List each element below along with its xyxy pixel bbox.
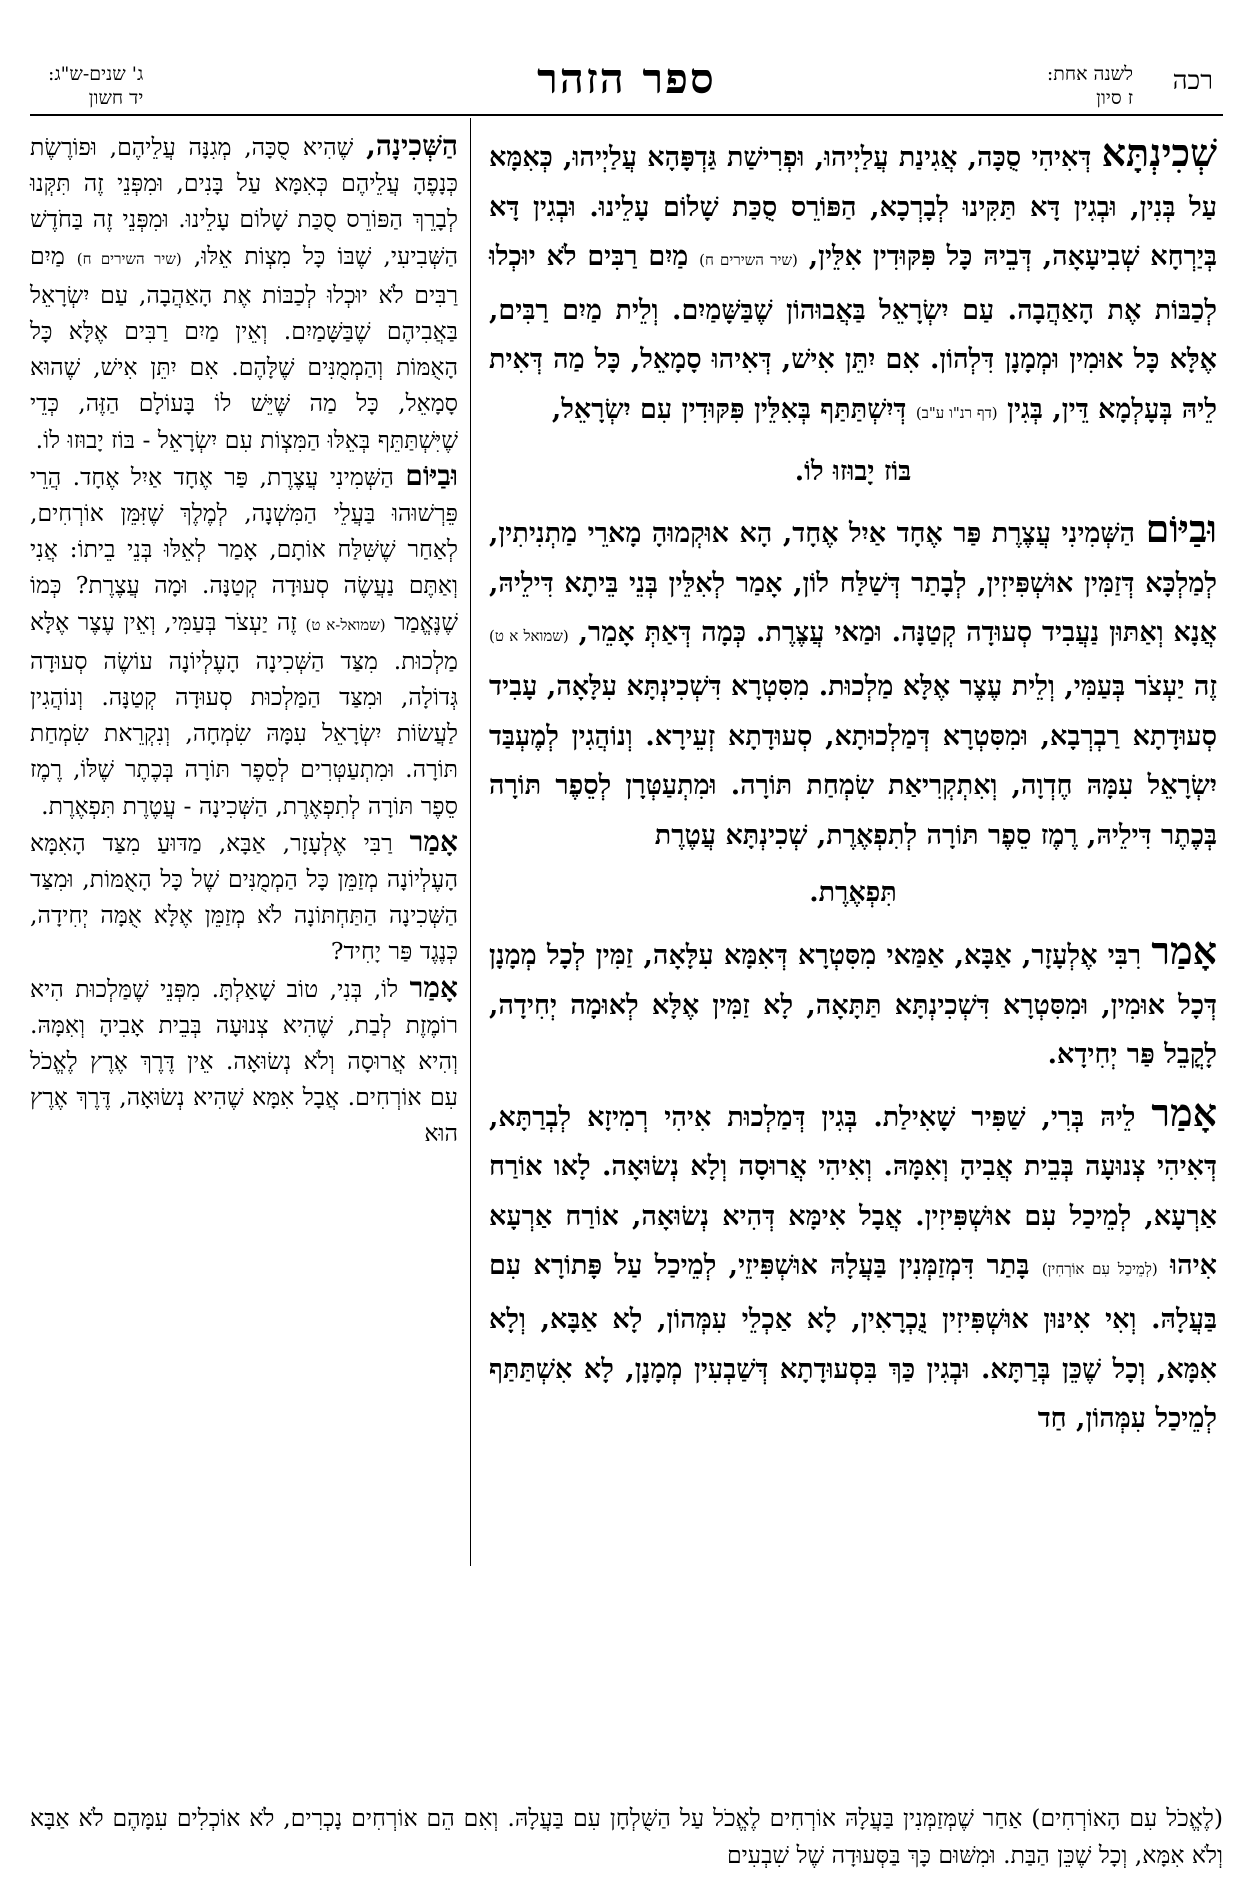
schedule-date: ז סיון [1096,87,1133,109]
opening-word: אָמַר [1151,1089,1217,1135]
paragraph [30,824,458,970]
source-reference: (שיר השירים ח) [76,249,182,268]
source-reference: (שיר השירים ח) [699,251,798,270]
page-number: רכה [1172,66,1213,96]
translation-continuation: (לֶאֱכֹל עִם הָאוֹרְחִים) אַחַר שֶׁמְּזַמְּנִין בַּעֲלָהּ אוֹרְחִים לֶאֱכֹל עַל הַשֻּׁלְחָן עִם בַּעֲלָהּ. וְאִם הֵם אוֹרְחִים נָכְרִים, לֹא אוֹכְלִים עִמָּהֶם לֹא אַבָּא וְלֹא אִמָּא, וְכָל שֶׁכֵּן הַבַּת. וּמִשּׁוּם כָּךְ בַּסְּעוּדָה שֶׁל שִׁבְעִים [30,1804,1223,1869]
translation-column [30,128,458,1152]
schedule-label: ג' שנים-ש"ג: [48,63,144,85]
source-reference: (שמואל א ט) [489,627,569,646]
column-divider [470,118,471,1566]
book-title: ספר הזהר [537,54,716,103]
paragraph-text: בָּתַר דִּמְזַמְּנִין בַּעֲלָהּ אוּשְׁפִּיזֵי, לְמֵיכַל עַל פָּתוֹרָא עִם בַּעֲלָהּ. וְאִי אִינּוּן אוּשְׁפִּיזִין נֻכְרָאִין, לָא אַכְלֵי עִמְּהוֹן, לָא אַבָּא, וְלָא אִמָּא, וְכָל שֶׁכֵּן בְּרַתָּא. וּבְגִין כַּךְ בִּסְעוּדָתָא דְּשַׁבְעִין מְמָנָן, לָא אִשְׁתַּתַּף לְמֵיכַל עִמְּהוֹן, חַד [489,1250,1217,1435]
paragraph [489,926,1217,1080]
paragraph [489,1088,1217,1444]
opening-word: הַשְּׁכִינָה, [366,129,458,162]
study-schedule-three-years [48,62,143,122]
paragraph [30,128,458,458]
paragraph-text: דְּאִיהִי סֻכָּה, אֲגִינַת עֲלַיְיהוּ, וּפְרִישַׁת גַּדְפָּהָא עֲלַיְיהוּ, כְּאִמָּא עַל בְּנִין, וּבְגִין דָּא תַּקִּינוּ לְבָרְכָא, הַפּוֹרֵס סֻכַּת שָׁלוֹם עָלֵינוּ. וּבְגִין דָּא בְּיַרְחָא שְׁבִיעָאָה, דְּבֵיהּ כָּל פִּקּוּדִין אִלֵּין, [489,142,1217,273]
source-reference: (לְמֵיכַל עִם אוֹרְחִין) [1041,1260,1158,1279]
paragraph-text: הַשְּׁמִינִי עֲצֶרֶת פַּר אֶחָד אַיִל אֶחָד, הָא אוּקְמוּהָ מָארֵי מַתְנִיתִין, לְמַלְכָּא דְּזַמִּין אוּשְׁפִּיזִין, לְבָתַר דְּשַׁלַּח לוֹן, אָמַר לְאִלֵּין בְּנֵי בֵּיתָא דִּילֵיהּ, אֲנָא וְאַתּוּן נַעֲבִיד סְעוּדָה קְטַנָּה. וּמַאי עֲצֶרֶת. כְּמָה דְּאַתְּ אָמֵר, [489,518,1217,649]
schedule-label: לשנה אחת: [1046,63,1133,85]
paragraph-text: רִבִּי אֶלְעָזָר, אַבָּא, אַמַּאי מִסִּטְרָא דְּאִמָּא עִלָּאָה, זַמִּין לְכָל מְמָנָן דְּכָל אוּמִין, וּמִסִּטְרָא דִּשְׁכִינְתָּא תַּתָּאָה, לָא זַמִּין אֶלָּא לְאוּמָה יְחִידָה, לָקֳבֵל פַּר יְחִידָא. [489,939,1217,1071]
paragraph [489,504,1217,860]
paragraph-end: בּוֹז יָבוּזוּ לוֹ. [794,455,912,487]
paragraph [489,128,1217,439]
opening-word: אָמַר [1151,927,1218,973]
paragraph-text: לֵיהּ בְּרִי, שַׁפִּיר שָׁאִילַת. בְּגִין דְּמַלְכוּת אִיהִי רְמִיזָא לְבְרַתָּא, דְּאִיהִי צְנוּעָה בְּבֵית אֲבִיהָ וְאִמָּהּ. וְאִיהִי אֲרוּסָה וְלָא נְשׂוּאָה. לָאו אוֹרַח אַרְעָא, לְמֵיכַל עִם אוּשְׁפִּיזִין. אֲבָל אִימָּא דְּהִיא נְשׂוּאָה, אוֹרַח אַרְעָא אִיהוּ [489,1101,1218,1282]
paragraph-text: מַיִם רַבִּים לֹא יוּכְלוּ לְכַבּוֹת אֶת הָאַהֲבָה. עַם יִשְׂרָאֵל בַּאֲבוּהוֹן שֶׁבַּשָּׁמַיִם. וְלֵית מַיִם רַבִּים, אֶלָּא כָּל אוּמִין וּמְמָנָן דִּלְהוֹן. אִם יִתֵּן אִישׁ, דְּאִיהוּ סָמָאֵל, כָּל מַה דְּאִית לֵיהּ בְּעָלְמָא דֵּין, בְּגִין [489,241,1217,425]
paragraph-text: שֶׁהִיא סֻכָּה, מְגִנָּה עֲלֵיהֶם, וּפוֹרֶשֶׂת כְּנָפֶהָ עֲלֵיהֶם כְּאִמָּא עַל בָּנִים, וּמִפְּנֵי זֶה תִּקְּנוּ לְבָרֵךְ הַפּוֹרֵס סֻכַּת שָׁלוֹם עָלֵינוּ. וּמִפְּנֵי זֶה בַּחֹדֶשׁ הַשְּׁבִיעִי, שֶׁבּוֹ כָּל מִצְוֹת אֵלּוּ, [30,133,458,270]
opening-word: וּבַיּוֹם [1145,506,1217,552]
paragraph-text: זֶה יַעְצֹר בְּעַמִּי, וְאֵין עֶצֶר אֶלָּא מַלְכוּת. מִצַּד הַשְּׁכִינָה הָעֶלְיוֹנָה עוֹשֶׂה סְעוּדָה גְּדוֹלָה, וּמִצַּד הַמַּלְכוּת סְעוּדָה קְטַנָּה. וְנוֹהֲגִין לַעֲשׂוֹת יִשְׂרָאֵל עִמָּהּ שִׂמְחָה, וְנִקְרֵאת שִׂמְחַת תּוֹרָה. וּמִתְעַטְּרִים לְסֵפֶר תּוֹרָה בְּכֶתֶר שֶׁלּוֹ, רֶמֶז סֵפֶר תּוֹרָה לְתִפְאֶרֶת, הַשְּׁכִינָה - עֲטֶרֶת תִּפְאֶרֶת. [30,607,458,820]
paragraph-text: הַשְּׁמִינִי עֲצֶרֶת, פַּר אֶחָד אַיִל אֶחָד. הֲרֵי פֵּרְשׁוּהוּ בַּעֲלֵי הַמִּשְׁנָה, לְמֶלֶךְ שֶׁזִּמֵּן אוֹרְחִים, לְאַחַר שֶׁשִּׁלַּח אוֹתָם, אָמַר לְאֵלּוּ בְּנֵי בֵיתוֹ: אֲנִי וְאַתֶּם נַעֲשֶׂה סְעוּדָה קְטַנָּה. וּמָה עֲצֶרֶת? כְּמוֹ שֶׁנֶּאֱמַר [30,462,458,636]
opening-word: שְׁכִינְתָּא [1101,130,1218,175]
source-reference: (שמואל-א ט) [305,615,386,634]
paragraph-text: זֶה יַעְצֹר בְּעַמִּי, וְלֵית עֶצֶר אֶלָּא מַלְכוּת. מִסִּטְרָא דִּשְׁכִינְתָּא עִלָּאָה, עָבִיד סְעוּדָתָא רַבְרְבָא, וּמִסִּטְרָא דְּמַלְכוּתָא, סְעוּדָתָא זְעֵירָא. וְנוֹהֲגִין לְמֶעְבַּד יִשְׂרָאֵל עִמָּהּ חֶדְוָה, וְאִתְקְרִיאַת שִׂמְחַת תּוֹרָה. וּמִתְעַטְּרָן לְסֵפֶר תּוֹרָה בְּכֶתֶר דִּילֵיהּ, רֶמֶז סֵפֶר תּוֹרָה לְתִפְאֶרֶת, שְׁכִינְתָּא עֲטֶרֶת [489,670,1217,851]
opening-word: אָמַר [409,970,458,1004]
paragraph-text: מַיִם רַבִּים לֹא יוּכְלוּ לְכַבּוֹת אֶת הָאַהֲבָה, עַם יִשְׂרָאֵל בַּאֲבִיהֶם שֶׁבַּשָּׁמַיִם. וְאֵין מַיִם רַבִּים אֶלָּא כָּל הָאֻמּוֹת וְהַמְמֻנִּים שֶׁלָּהֶם. אִם יִתֵּן אִישׁ, שֶׁהוּא סָמָאֵל, כָּל מַה שֶּׁיֵּשׁ לוֹ בָּעוֹלָם הַזֶּה, כְּדֵי שֶׁיִּשְׁתַּתֵּף בְּאֵלּוּ הַמִּצְוֹת עִם יִשְׂרָאֵל - בּוֹז יָבוּזוּ לוֹ. [30,241,458,454]
schedule-date: יד חשון [88,87,144,109]
header-divider [30,114,1223,116]
opening-word: אָמַר [409,824,458,858]
paragraph-text: דְּיִשְׁתַּתַּף בְּאִלֵּין פִּקּוּדִין עִם יִשְׂרָאֵל, [551,393,907,425]
paragraph-end: תִּפְאֶרֶת. [809,877,897,909]
paragraph-text: לוֹ, בְּנִי, טוֹב שָׁאַלְתָּ. מִפְּנֵי שֶׁמַּלְכוּת הִיא רוֹמֶזֶת לְבַת, שֶׁהִיא צְנוּעָה בְּבֵית אָבִיהָ וְאִמָּהּ. וְהִיא אֲרוּסָה וְלֹא נְשׂוּאָה. אֵין דֶּרֶךְ אֶרֶץ לֶאֱכֹל עִם אוֹרְחִים. אֲבָל אִמָּא שֶׁהִיא נְשׂוּאָה, דֶּרֶךְ אֶרֶץ הוּא [30,974,458,1148]
paragraph-text: רַבִּי אֶלְעָזָר, אַבָּא, מַדּוּעַ מִצַּד הָאִמָּא הָעֶלְיוֹנָה מְזַמֵּן כָּל הַמְמֻנִּים שֶׁל כָּל הָאֻמּוֹת, וּמִצַּד הַשְּׁכִינָה הַתַּחְתּוֹנָה לֹא מְזַמֵּן אֶלָּא אֻמָּה יְחִידָה, כְּנֶגֶד פַּר יָחִיד? [30,828,458,966]
paragraph [30,970,458,1152]
paragraph [30,458,458,824]
main-text-column [489,128,1217,1452]
source-reference: (דף רנ"ו ע"ב) [915,403,998,422]
opening-word: וּבַיּוֹם [405,458,458,492]
